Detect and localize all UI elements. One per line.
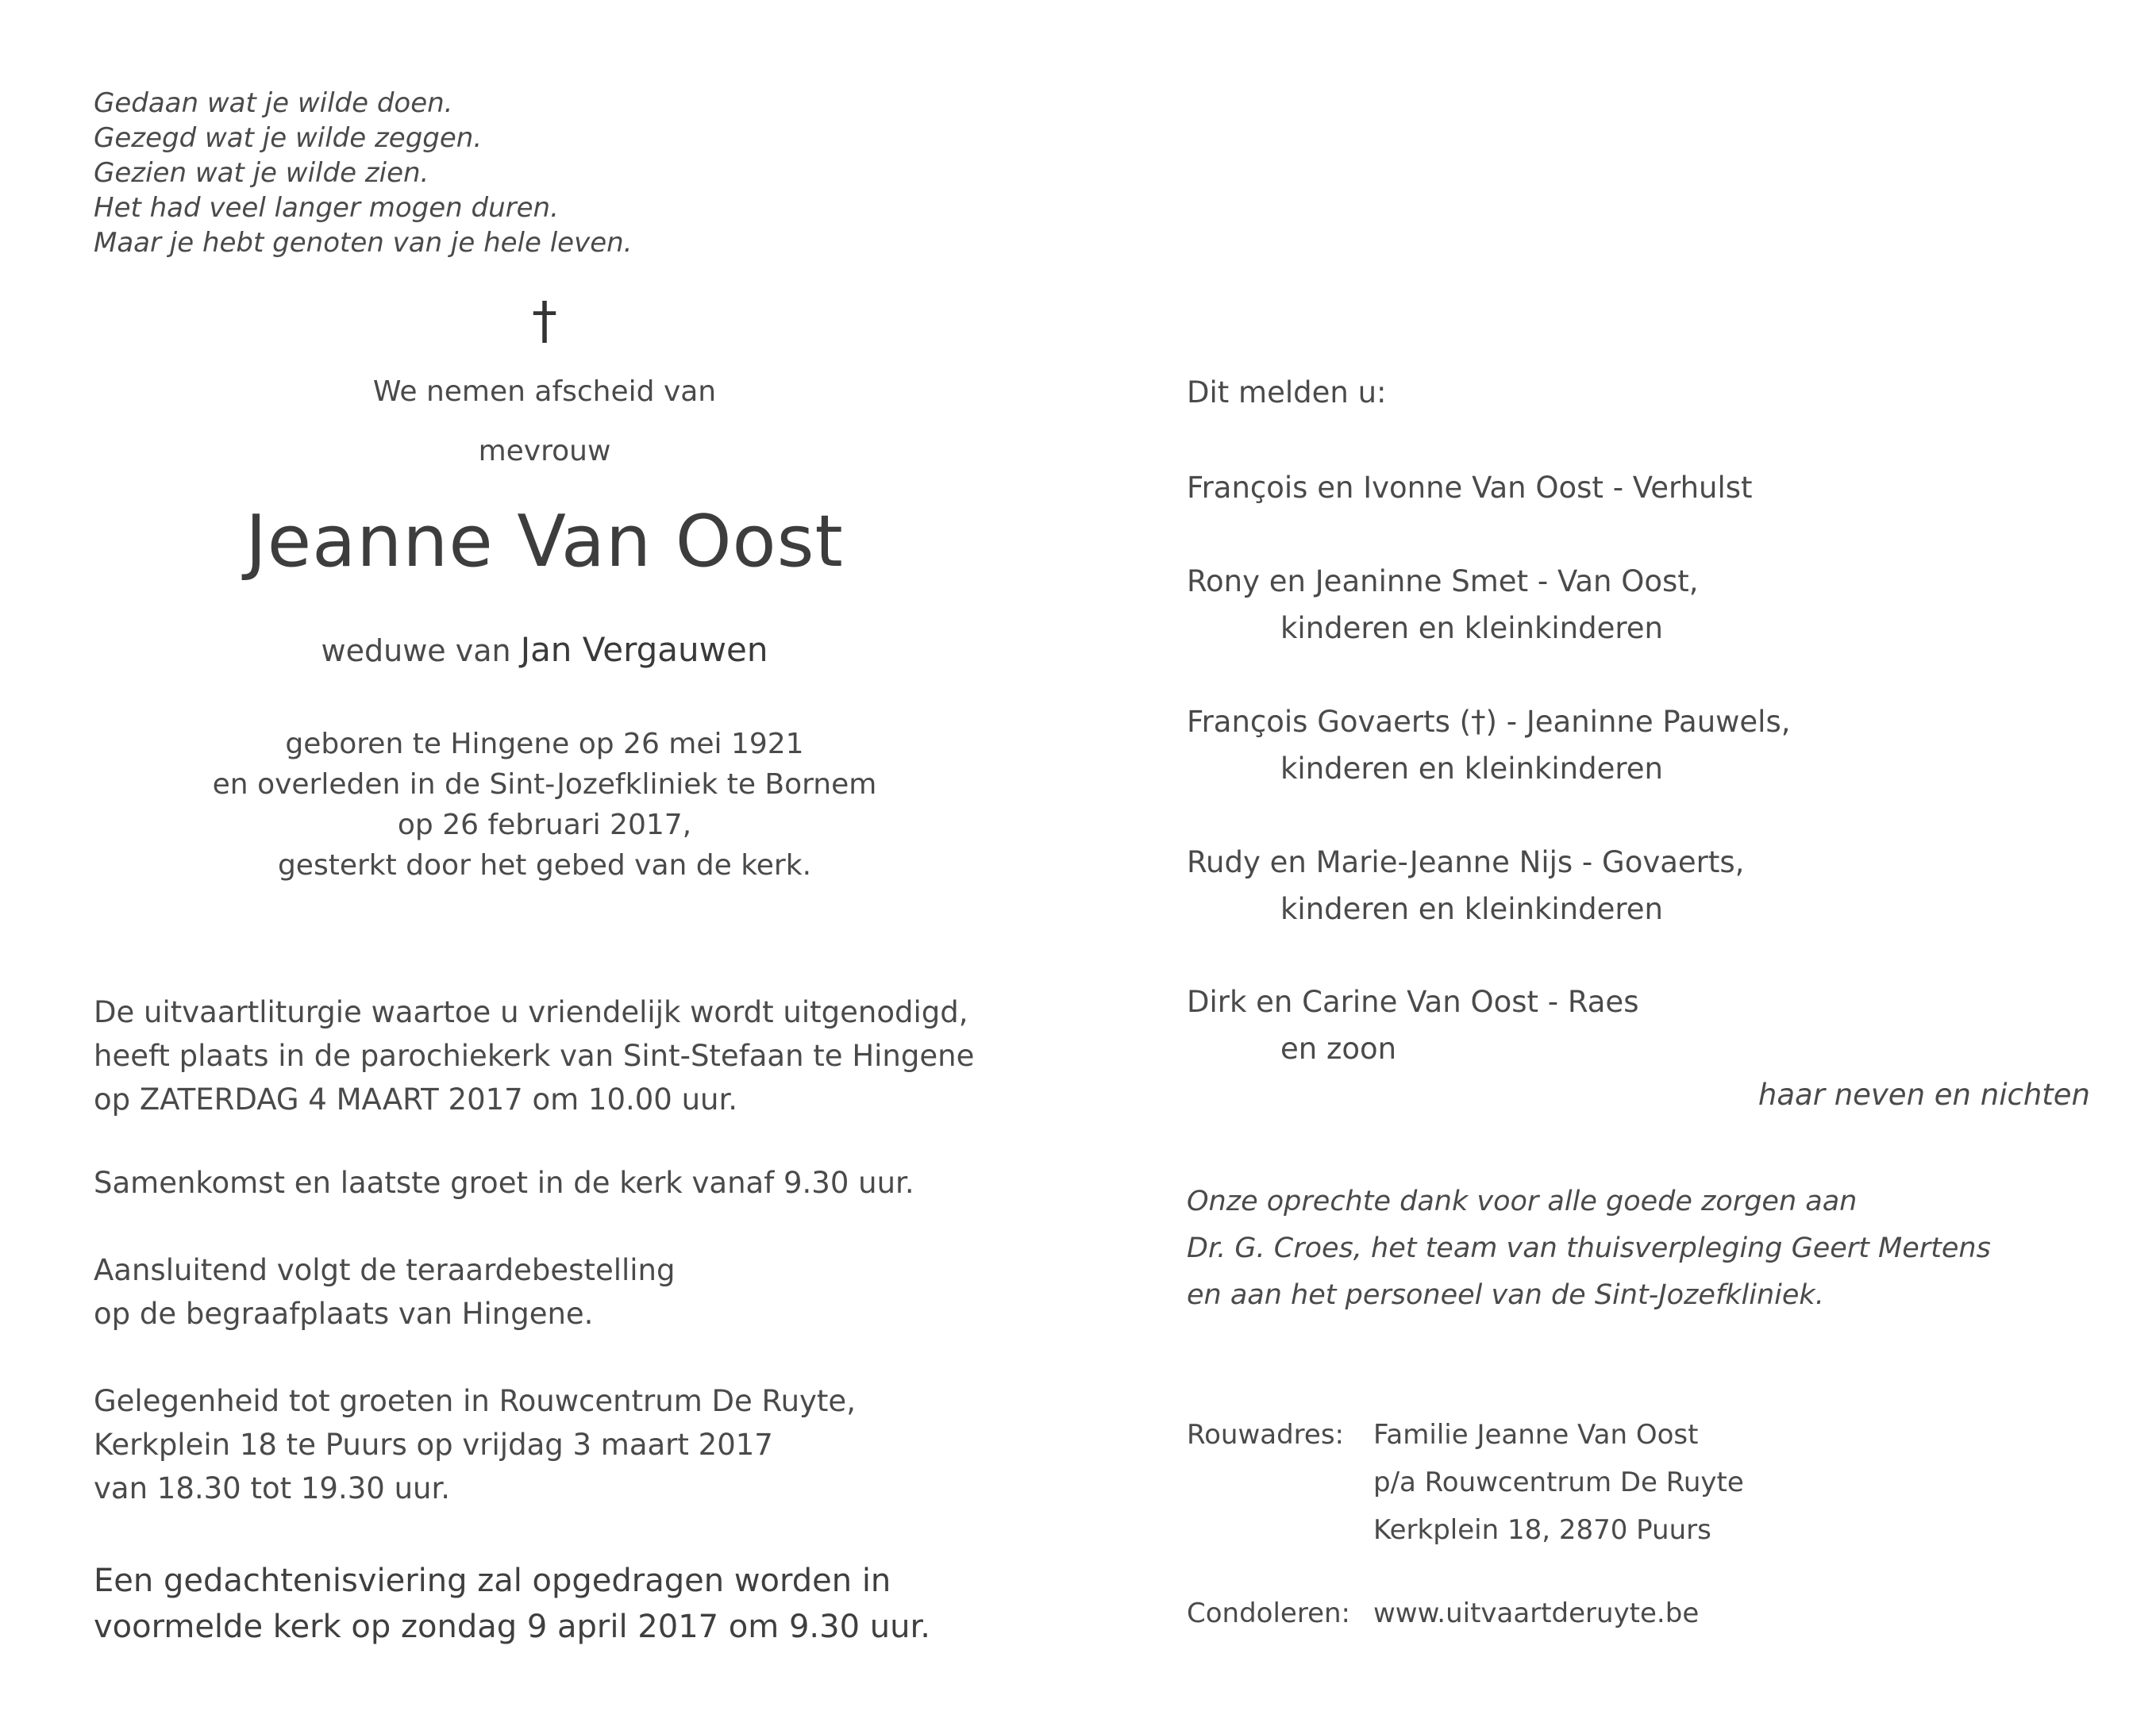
intro-text: We nemen afscheid van: [372, 375, 717, 408]
poem-line: Maar je hebt genoten van je hele leven.: [94, 227, 633, 259]
life-line: geboren te Hingene op 26 mei 1921: [285, 728, 804, 760]
cross-icon: †: [532, 292, 557, 351]
memorial-service: [94, 1558, 930, 1650]
funeral-line: op ZATERDAG 4 MAART 2017 om 10.00 uur.: [94, 1082, 738, 1117]
address-label: Rouwadres:: [1187, 1419, 1344, 1451]
life-line: op 26 februari 2017,: [397, 809, 692, 841]
family-entry: [1187, 562, 1699, 648]
family-sub: en zoon: [1280, 1032, 1397, 1066]
memorial-line: Een gedachtenisviering zal opgedragen worden in: [94, 1563, 891, 1599]
family-name: Dirk en Carine Van Oost - Raes: [1187, 985, 1639, 1019]
visitation-line: Gelegenheid tot groeten in Rouwcentrum De Ruyte,: [94, 1384, 856, 1418]
family-sub: kinderen en kleinkinderen: [1280, 892, 1663, 926]
thanks-line: Dr. G. Croes, het team van thuisverpleging Geert Mertens: [1187, 1232, 1991, 1264]
life-line: en overleden in de Sint-Jozefkliniek te Bornem: [212, 768, 877, 801]
memorial-line: voormelde kerk op zondag 9 april 2017 om 9.30 uur.: [94, 1609, 930, 1645]
family-name: François en Ivonne Van Oost - Verhulst: [1187, 471, 1753, 505]
address-line: Familie Jeanne Van Oost: [1373, 1419, 1699, 1451]
family-entry: [1187, 702, 1791, 789]
nieces-nephews: haar neven en nichten: [1758, 1078, 2090, 1112]
poem-line: Het had veel langer mogen duren.: [94, 192, 559, 224]
visitation-line: Kerkplein 18 te Puurs op vrijdag 3 maart 2017: [94, 1428, 773, 1462]
family-name: Rony en Jeaninne Smet - Van Oost,: [1187, 564, 1699, 598]
funeral-line: heeft plaats in de parochiekerk van Sint-Stefaan te Hingene: [94, 1039, 975, 1073]
family-entry: [1187, 843, 1744, 929]
funeral-line: De uitvaartliturgie waartoe u vriendelijk wordt uitgenodigd,: [94, 995, 968, 1029]
mourning-address: [1373, 1411, 1744, 1554]
burial-line: op de begraafplaats van Hingene.: [94, 1297, 594, 1331]
honorific: mevrouw: [478, 435, 611, 467]
funeral-info: [94, 990, 974, 1121]
widow-prefix: weduwe van: [321, 633, 521, 668]
widow-line: [94, 630, 995, 671]
poem-line: Gezien wat je wilde zien.: [94, 157, 429, 189]
poem: [94, 86, 633, 260]
spouse-name: Jan Vergauwen: [520, 630, 768, 669]
thanks-line: en aan het personeel van de Sint-Jozefkliniek.: [1187, 1279, 1824, 1311]
life-line: gesterkt door het gebed van de kerk.: [277, 849, 812, 882]
poem-line: Gedaan wat je wilde doen.: [94, 87, 453, 119]
family-entry: [1187, 468, 1753, 508]
address-line: Kerkplein 18, 2870 Puurs: [1373, 1514, 1711, 1546]
gathering-info: Samenkomst en laatste groet in de kerk vanaf 9.30 uur.: [94, 1166, 914, 1200]
thanks-note: [1187, 1178, 1991, 1319]
family-name: François Govaerts (†) - Jeaninne Pauwels,: [1187, 705, 1791, 739]
poem-line: Gezegd wat je wilde zeggen.: [94, 122, 483, 154]
burial-line: Aansluitend volgt de teraardebestelling: [94, 1253, 676, 1287]
announcers-heading: Dit melden u:: [1187, 375, 1387, 409]
family-entry: [1187, 982, 1638, 1069]
life-details: [94, 724, 995, 886]
visitation-line: van 18.30 tot 19.30 uur.: [94, 1471, 451, 1505]
family-sub: kinderen en kleinkinderen: [1280, 611, 1663, 645]
visitation-info: [94, 1379, 856, 1510]
address-line: p/a Rouwcentrum De Ruyte: [1373, 1467, 1744, 1498]
condolence-label: Condoleren:: [1187, 1598, 1350, 1629]
deceased-name: Jeanne Van Oost: [245, 500, 844, 583]
burial-info: [94, 1248, 675, 1336]
family-sub: kinderen en kleinkinderen: [1280, 752, 1663, 786]
thanks-line: Onze oprechte dank voor alle goede zorgen aan: [1187, 1186, 1858, 1217]
condolence-link[interactable]: www.uitvaartderuyte.be: [1373, 1598, 1700, 1629]
family-name: Rudy en Marie-Jeanne Nijs - Govaerts,: [1187, 845, 1745, 879]
